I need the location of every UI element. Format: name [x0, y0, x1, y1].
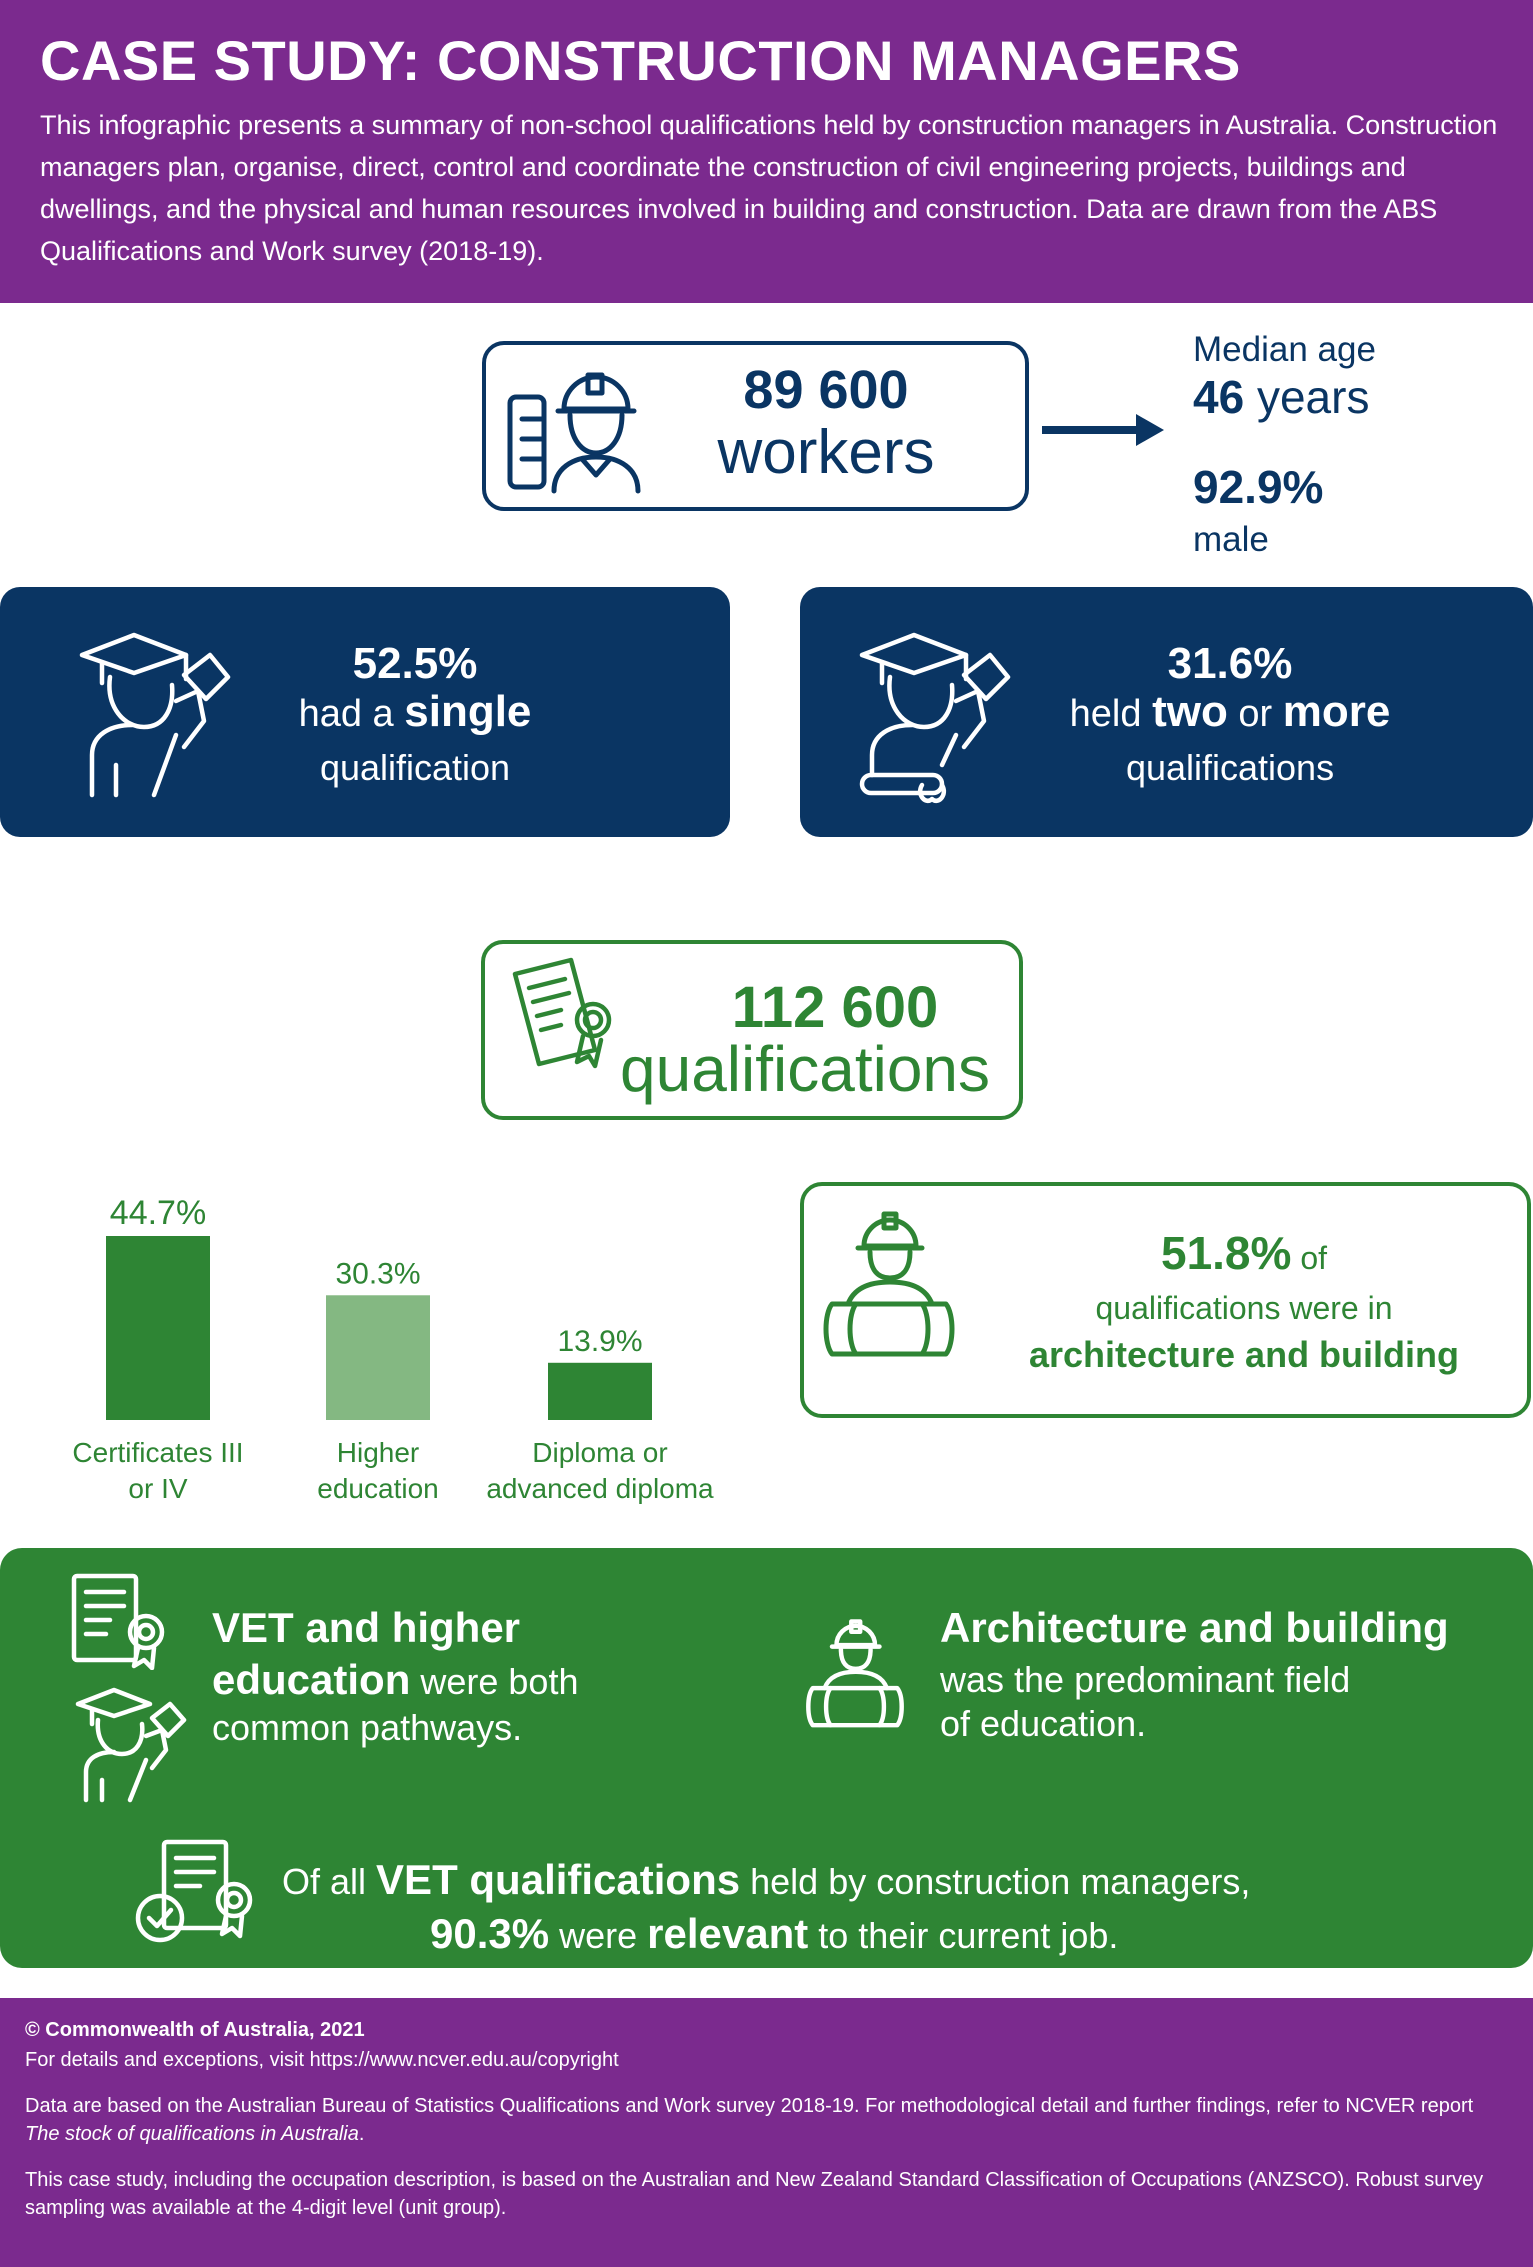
category-label-1-1: education: [317, 1473, 439, 1504]
relevance-post2: to their current job.: [818, 1915, 1119, 1956]
footer: [0, 1998, 1533, 2267]
qualification-level-bar-chart: [40, 1170, 760, 1530]
graduate-icon: [72, 1684, 192, 1804]
pathways-bold2: education: [212, 1656, 411, 1703]
single-percentage: 52.5%: [352, 639, 478, 688]
architecture-line2: qualifications were in: [1095, 1290, 1393, 1326]
bar-value-label-0: 44.7%: [109, 1194, 207, 1232]
relevance-pre: Of all: [282, 1861, 367, 1902]
pathways-line3: common pathways.: [212, 1707, 523, 1748]
copyright-text: © Commonwealth of Australia, 2021: [25, 2019, 365, 2041]
relevance-bold1: VET qualifications: [376, 1856, 741, 1903]
single-bold: single: [404, 687, 532, 736]
multi-text: [920, 687, 1533, 737]
qualifications-box: [481, 940, 1023, 1120]
relevance-pct: 90.3%: [430, 1910, 550, 1957]
relevance-post1: held by construction managers,: [750, 1861, 1251, 1902]
workers-box: [482, 341, 1029, 511]
field-line1: [940, 1604, 1520, 1654]
bar-value-label-2: 13.9%: [557, 1324, 643, 1358]
worker-blueprint-icon: [796, 1614, 914, 1740]
field-bold: Architecture and building: [940, 1604, 1449, 1651]
male-percentage: 92.9%: [1193, 461, 1324, 513]
single-post: qualification: [319, 747, 511, 788]
workers-count: 89 600: [743, 360, 909, 420]
pathways-rest1: were both: [420, 1661, 579, 1702]
pathways-bold1: VET and higher: [212, 1604, 521, 1651]
report-title: The stock of qualifications in Australia: [25, 2123, 359, 2145]
construction-worker-icon: [502, 359, 652, 499]
qualifications-count: 112 600: [731, 975, 939, 1040]
data-note: [25, 2092, 1505, 2148]
header-banner: [0, 0, 1533, 303]
bar-0: [106, 1236, 210, 1420]
bar-1: [326, 1295, 430, 1420]
relevance-mid: were: [559, 1915, 638, 1956]
category-label-2-0: Diploma or: [532, 1437, 668, 1468]
architecture-pct-value: 51.8%: [1160, 1227, 1292, 1279]
certificate-icon: [68, 1570, 178, 1670]
median-age-unit: years: [1256, 371, 1370, 423]
field-line3: of education.: [940, 1703, 1147, 1744]
median-age-number: 46: [1193, 371, 1245, 423]
qualifications-label: qualifications: [620, 1033, 990, 1105]
category-label-1-0: Higher: [336, 1437, 420, 1468]
category-label-0-0: Certificates III: [72, 1437, 244, 1468]
single-text: [220, 687, 610, 737]
relevance-line1: [282, 1856, 1382, 1906]
field-line2: was the predominant field: [940, 1659, 1351, 1700]
category-label-2-1: advanced diploma: [486, 1473, 714, 1504]
multi-percentage: 31.6%: [1167, 639, 1293, 688]
certificate-check-icon: [134, 1838, 264, 1944]
relevance-line2: [430, 1910, 1330, 1960]
architecture-percentage: [974, 1226, 1514, 1280]
category-label-0-1: or IV: [128, 1473, 188, 1504]
multi-bold-more: more: [1282, 687, 1391, 736]
intro-text: This infographic presents a summary of non-school qualifications held by construction managers in Australia. Construction managers plan, organise, direct, control and coordinate the construction of civil engineering projects, buildings and dwellings, and the physical and human resources involved in building and construction. Data are drawn from the ABS Qualifications and Work survey (2018-19).: [40, 110, 1498, 266]
multi-pre: held: [1069, 693, 1142, 735]
male-label: male: [1193, 520, 1269, 559]
data-note-text: Data are based on the Australian Bureau of Statistics Qualifications and Work survey 2018-19. For methodological detail and further findings, refer to NCVER report: [25, 2095, 1474, 2117]
architecture-box: [800, 1182, 1531, 1418]
single-pre: had a: [298, 693, 394, 735]
multi-post: qualifications: [1125, 747, 1335, 788]
page-title: CASE STUDY: CONSTRUCTION MANAGERS: [40, 29, 1241, 92]
anzsco-note: This case study, including the occupation description, is based on the Australian and New Zealand Standard Classification of Occupations (ANZSCO). Robust survey sampling was available at the 4-digit level (unit group).: [25, 2169, 1484, 2219]
arrow-right-icon: [1042, 410, 1168, 450]
median-age-value: [1193, 370, 1369, 424]
architecture-pct-suffix: of: [1300, 1240, 1327, 1276]
data-note-end: .: [358, 2123, 365, 2145]
multiple-qualifications-box: [800, 587, 1533, 837]
worker-blueprint-icon: [814, 1204, 964, 1374]
single-qualification-box: [0, 587, 730, 837]
relevance-bold2: relevant: [647, 1910, 809, 1957]
architecture-line3: architecture and building: [1028, 1334, 1460, 1375]
workers-label: workers: [717, 418, 935, 487]
pathways-line2: [212, 1656, 732, 1706]
copyright-details: For details and exceptions, visit https://www.ncver.edu.au/copyright: [25, 2049, 619, 2071]
pathways-line1: [212, 1604, 732, 1654]
graduate-icon: [72, 625, 242, 805]
summary-band: [0, 1548, 1533, 1968]
bar-value-label-1: 30.3%: [335, 1257, 421, 1291]
bar-2: [548, 1363, 652, 1420]
median-age-label: Median age: [1193, 330, 1376, 369]
multi-mid: or: [1238, 693, 1273, 735]
multi-bold-two: two: [1152, 687, 1228, 736]
